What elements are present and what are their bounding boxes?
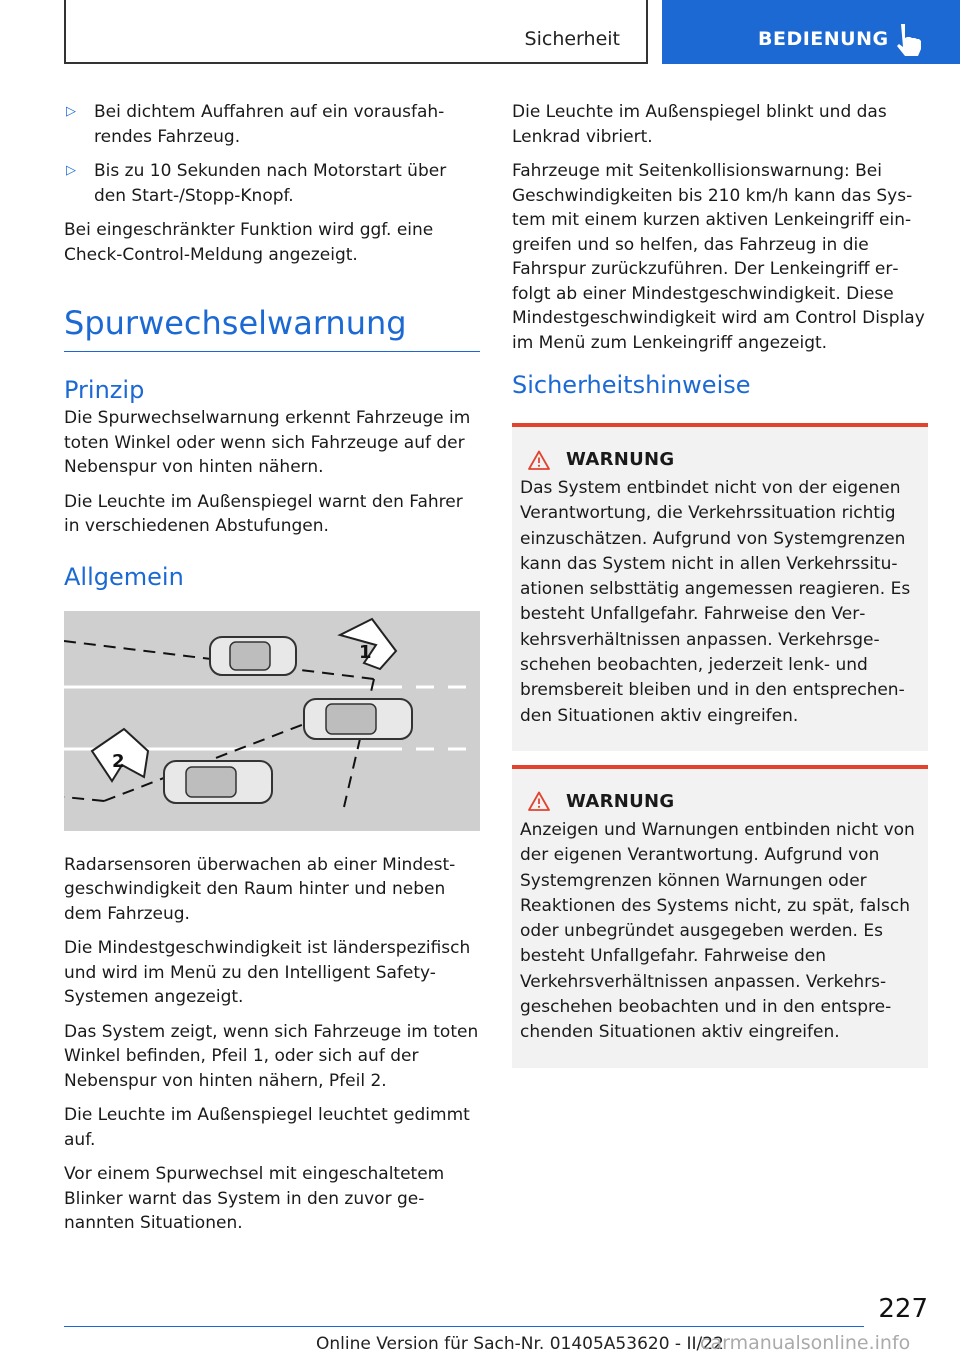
paragraph: Vor einem Spurwechsel mit eingeschaltetem Blinker warnt das System in den zuvor genannten Situationen. — [64, 1164, 445, 1233]
warning-box — [512, 765, 928, 1068]
pointing-hand-icon — [892, 22, 924, 58]
left-column — [64, 100, 480, 1246]
list-item: ▷ Bei dichtem Auffahren auf ein vorausfahrendes Fahrzeug. — [66, 102, 445, 147]
footer-divider — [64, 1326, 864, 1327]
paragraph: Fahrzeuge mit Seitenkollisionswarnung: Bei Geschwindigkeiten bis 210 km/h kann das System mit einem kurzen aktiven Lenkeingriff eingreifen und so helfen, das Fahrzeug in die Fahrspur zurückzuführen. Der Lenkeingriff erfolgt ab einer Mindestgeschwindigkeit. Diese Mindestgeschwindigkeit wird am Control Display im Menü zum Lenkeingriff angezeigt. — [512, 161, 925, 353]
footer-text: Online Version für Sach-Nr. 01405A53620 - II/22 — [316, 1334, 724, 1354]
bullet-triangle-icon: ▷ — [66, 104, 76, 119]
chapter-title: BEDIENUNG — [758, 28, 889, 50]
watermark: carmanualsonline.info — [700, 1332, 911, 1354]
subheading-allgemein: Allgemein — [64, 562, 184, 591]
paragraph: Die Spurwechselwarnung erkennt Fahrzeuge im toten Winkel oder wenn sich Fahrzeuge auf der Nebenspur von hinten nähern. — [64, 408, 471, 477]
paragraph: Die Leuchte im Außenspiegel leuchtet gedimmt auf. — [64, 1105, 470, 1150]
svg-text:1: 1 — [359, 641, 372, 663]
warning-title: WARNUNG — [566, 790, 675, 812]
intro-paragraph: Bei eingeschränkter Funktion wird ggf. eine Check-Control-Meldung angezeigt. — [64, 220, 434, 265]
car-icon — [304, 699, 412, 739]
subheading-prinzip: Prinzip — [64, 376, 145, 404]
page-number: 227 — [878, 1294, 928, 1324]
list-item: ▷ Bis zu 10 Sekunden nach Motorstart über den Start-/Stopp-Knopf. — [66, 161, 447, 206]
paragraph: Die Leuchte im Außenspiegel warnt den Fahrer in verschiedenen Abstufungen. — [64, 491, 463, 536]
header-chapter-tab — [662, 0, 960, 64]
warning-box — [512, 423, 928, 751]
warning-title: WARNUNG — [566, 449, 675, 470]
warning-triangle-icon — [528, 791, 550, 811]
section-title: Sicherheit — [524, 28, 620, 50]
warning-text: Anzeigen und Warnungen entbinden nicht von der eigenen Verantwortung. Aufgrund von Systemgrenzen können Warnungen oder Reaktionen des Systems nicht, zu spät, falsch oder unbegründet ausgegeben werden. Es besteht Unfallgefahr. Fahrweise den Verkehrsverhältnissen anpassen. Verkehrsgeschehen beobachten und in den entsprechenden Situationen aktiv eingreifen. — [520, 819, 915, 1043]
warning-triangle-icon — [528, 450, 550, 470]
warning-text: Das System entbindet nicht von der eigenen Verantwortung, die Verkehrssituation richtig einzuschätzen. Aufgrund von Systemgrenzen kann das System nicht in allen Verkehrssituationen selbsttätig angemessen reagieren. Es besteht Unfallgefahr. Fahrweise den Verkehrsverhältnissen anpassen. Verkehrsgeschehen beobachten, jederzeit lenk- und bremsbereit bleiben und in den entsprechenden Situationen aktiv eingreifen. — [520, 478, 911, 726]
right-column — [512, 100, 928, 1068]
svg-text:2: 2 — [112, 750, 125, 772]
paragraph: Die Leuchte im Außenspiegel blinkt und das Lenkrad vibriert. — [512, 102, 887, 147]
bullet-triangle-icon: ▷ — [66, 163, 76, 178]
paragraph: Radarsensoren überwachen ab einer Mindestgeschwindigkeit den Raum hinter und neben dem Fahrzeug. — [64, 854, 456, 924]
paragraph: Die Mindestgeschwindigkeit ist länderspezifisch und wird im Menü zu den Intelligent Safety-Systemen angezeigt. — [64, 938, 471, 1007]
paragraph: Das System zeigt, wenn sich Fahrzeuge im toten Winkel befinden, Pfeil 1, oder sich auf der Nebenspur von hinten nähern, Pfeil 2. — [64, 1021, 479, 1091]
car-icon — [164, 761, 272, 803]
lane-change-diagram — [64, 611, 480, 831]
subheading-sicherheitshinweise: Sicherheitshinweise — [512, 371, 751, 399]
header-section-box — [64, 0, 648, 64]
car-icon — [210, 637, 296, 675]
page-heading: Spurwechselwarnung — [64, 303, 480, 352]
